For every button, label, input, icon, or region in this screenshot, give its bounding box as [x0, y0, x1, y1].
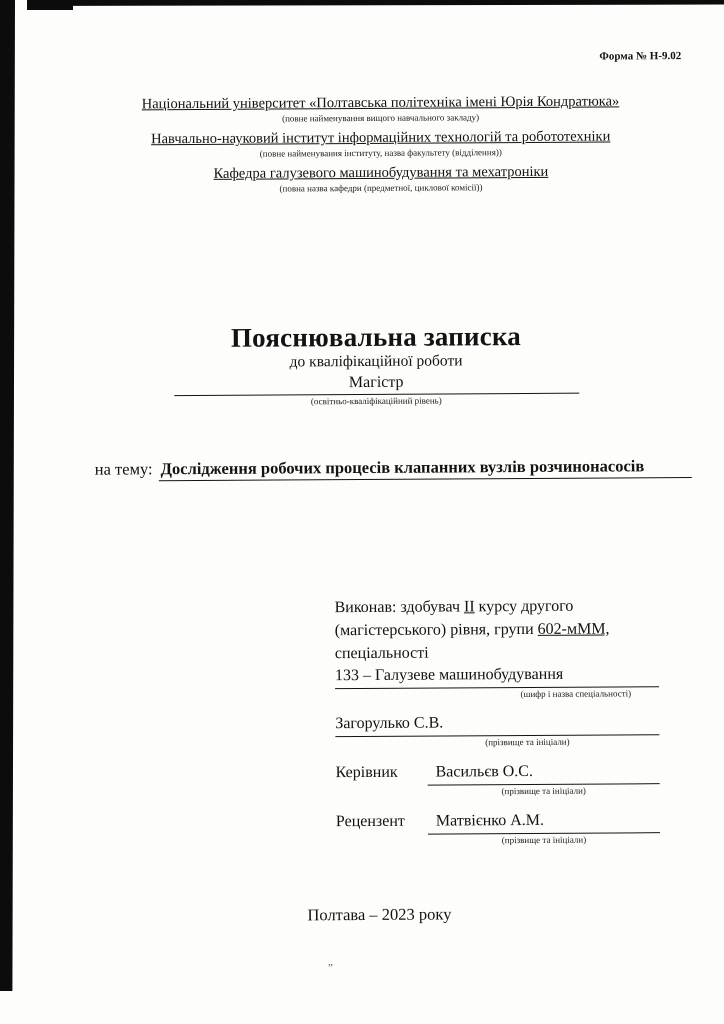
performer-line-1	[335, 594, 659, 619]
performer-block	[335, 594, 661, 847]
student-name-line: Загорулько С.В.	[335, 711, 659, 737]
topic-row	[95, 456, 692, 482]
university-name: Національний університет «Полтавська політехніка імені Юрія Кондратюка»	[141, 93, 620, 113]
performer-line-2	[335, 617, 659, 642]
title-block	[59, 320, 694, 409]
department-caption: (повна назва кафедри (предметної, циклової комісії))	[279, 182, 483, 194]
reviewer-name: Матвієнко А.М.	[428, 809, 660, 834]
performer-line2-prefix: (магістерського) рівня, групи	[334, 620, 538, 640]
student-caption: (прізвище та ініціали)	[485, 736, 570, 748]
supervisor-name: Васильєв О.С.	[428, 760, 660, 785]
performer-line1-prefix: Виконав: здобувач	[334, 598, 465, 617]
performer-line1-suffix: курсу другого	[474, 597, 574, 616]
institution-header	[69, 93, 692, 202]
performer-group: 602-мММ,	[537, 620, 610, 638]
performer-course: ІІ	[463, 598, 475, 616]
topic-label: на тему:	[94, 459, 153, 479]
specialty-line: 133 – Галузеве машинобудування	[335, 663, 659, 689]
city-year: Полтава – 2023 року	[307, 904, 452, 925]
institute-name: Навчально-науковий інститут інформаційних технологій та робототехніки	[151, 128, 611, 148]
specialty-caption: (шифр і назва спеціальності)	[520, 688, 632, 700]
performer-line-3: спеціальності	[334, 644, 429, 663]
reviewer-label: Рецензент	[335, 812, 405, 831]
form-code: Форма № Н-9.02	[599, 50, 682, 63]
degree-level: Магістр	[174, 372, 579, 396]
supervisor-label: Керівник	[335, 763, 398, 782]
reviewer-row	[336, 808, 660, 835]
institute-caption: (повне найменування інституту, назва факультету (відділення))	[259, 147, 502, 159]
document-subtitle: до кваліфікаційної роботи	[289, 352, 463, 371]
supervisor-caption: (прізвище та ініціали)	[501, 785, 586, 797]
scan-smudge: „	[328, 956, 333, 968]
reviewer-caption: (прізвище та ініціали)	[501, 834, 587, 846]
document-title: Пояснювальна записка	[230, 321, 522, 353]
department-name: Кафедра галузевого машинобудування та мехатроніки	[213, 163, 549, 182]
university-caption: (повне найменування вищого навчального закладу)	[282, 112, 480, 124]
degree-caption: (освітньо-кваліфікаційний рівень)	[310, 395, 442, 407]
supervisor-row	[336, 759, 660, 786]
topic-text: Дослідження робочих процесів клапанних вузлів розчинонасосів	[159, 456, 692, 481]
